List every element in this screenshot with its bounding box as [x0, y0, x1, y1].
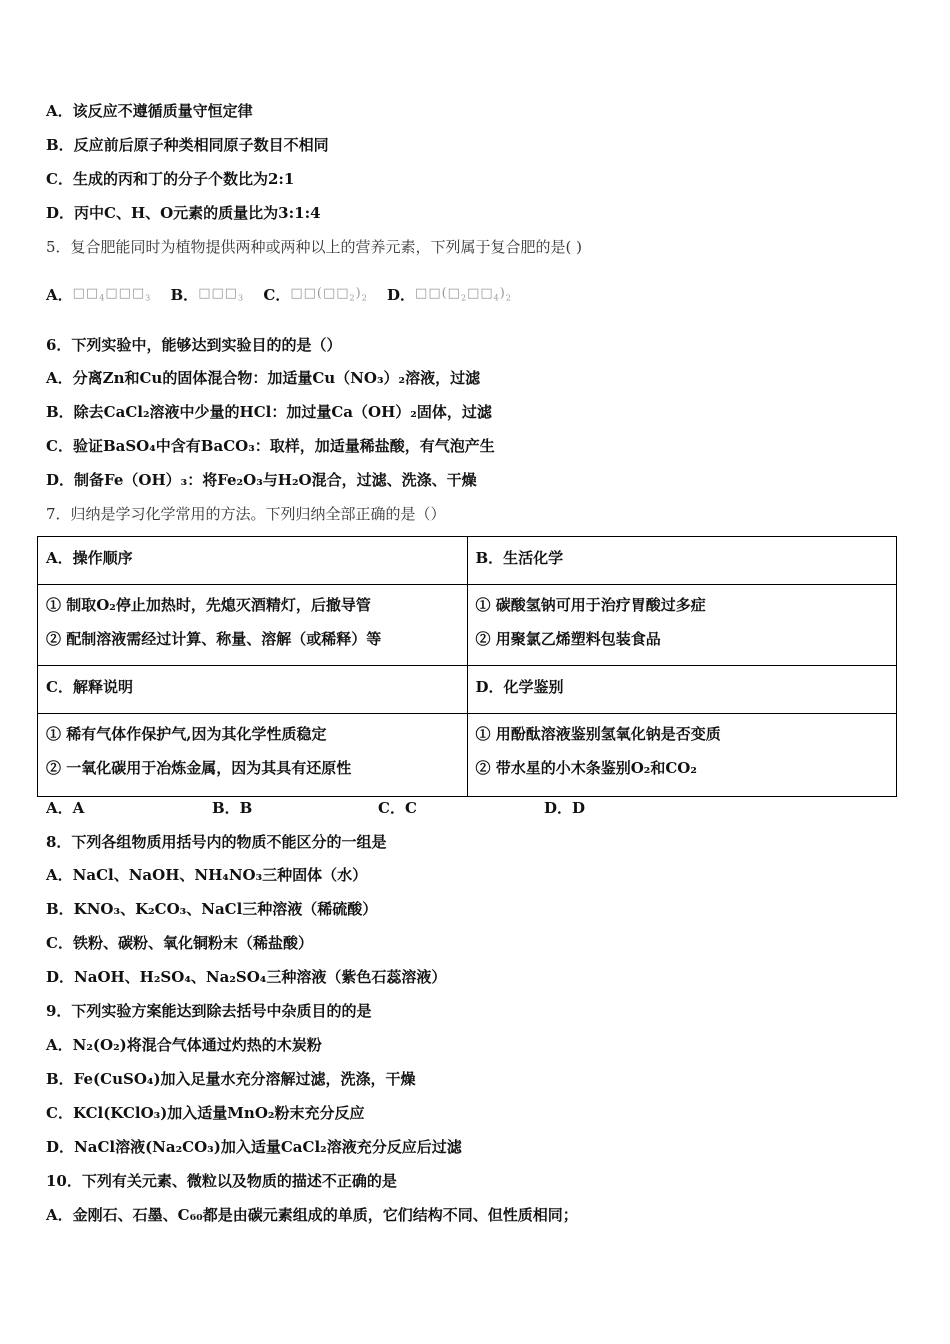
- q4-option-c: C．生成的丙和丁的分子个数比为2:1: [46, 170, 295, 188]
- q9-option-b: B．Fe(CuSO₄)加入足量水充分溶解过滤，洗涤，干燥: [46, 1070, 416, 1088]
- q5-option-b-formula-image: $□□□_3$: [198, 286, 245, 303]
- q7-cell-d-head: D．化学鉴别: [467, 666, 897, 714]
- q10-stem: 10．下列有关元素、微粒以及物质的描述不正确的是: [46, 1172, 397, 1190]
- q4-option-a: A．该反应不遵循质量守恒定律: [46, 102, 253, 120]
- q7-table: [37, 536, 897, 797]
- q4-option-d: D．丙中C、H、O元素的质量比为3:1:4: [46, 204, 321, 222]
- q7-cell-a-body: [38, 585, 468, 666]
- q7-c-item-1: ① 稀有气体作保护气,因为其化学性质稳定: [46, 725, 327, 743]
- q6-stem: 6．下列实验中，能够达到实验目的的是（）: [46, 336, 342, 354]
- q7-stem: 7．归纳是学习化学常用的方法。下列归纳全部正确的是（）: [46, 505, 446, 523]
- q6-option-b: B．除去CaCl₂溶液中少量的HCl：加过量Ca（OH）₂固体，过滤: [46, 403, 492, 421]
- q8-option-d: D．NaOH、H₂SO₄、Na₂SO₄三种溶液（紫色石蕊溶液）: [46, 968, 447, 986]
- q7-d-item-1: ① 用酚酞溶液鉴别氢氧化钠是否变质: [475, 725, 721, 743]
- q8-stem: 8．下列各组物质用括号内的物质不能区分的一组是: [46, 833, 387, 851]
- q7-answer-b: B．B: [212, 799, 253, 817]
- q7-answer-d: D．D: [544, 799, 586, 817]
- q5-stem: 5．复合肥能同时为植物提供两种或两种以上的营养元素，下列属于复合肥的是( ): [46, 238, 583, 256]
- q7-a-item-1: ① 制取O₂停止加热时，先熄灭酒精灯，后撤导管: [46, 596, 371, 614]
- q8-option-c: C．铁粉、碳粉、氧化铜粉末（稀盐酸）: [46, 934, 313, 952]
- q9-option-a: A．N₂(O₂)将混合气体通过灼热的木炭粉: [46, 1036, 322, 1054]
- q7-cell-d-body: [467, 714, 897, 797]
- q9-stem: 9．下列实验方案能达到除去括号中杂质目的的是: [46, 1002, 372, 1020]
- q7-d-item-2: ② 带水星的小木条鉴别O₂和CO₂: [475, 759, 697, 777]
- q5-option-c-formula-image: $□□(□□_2)_2$: [290, 286, 368, 303]
- q7-answer-a: A．A: [46, 799, 85, 817]
- q5-option-c-label: C．: [263, 286, 291, 304]
- q5-option-b-label: B．: [170, 286, 199, 304]
- q9-option-d: D．NaCl溶液(Na₂CO₃)加入适量CaCl₂溶液充分反应后过滤: [46, 1138, 462, 1156]
- q4-option-b: B．反应前后原子种类相同原子数目不相同: [46, 136, 329, 154]
- q7-answers: [46, 798, 585, 818]
- q7-cell-b-head: B．生活化学: [467, 537, 897, 585]
- q7-cell-c-body: [38, 714, 468, 797]
- q7-cell-a-head: A．操作顺序: [38, 537, 468, 585]
- q5-option-a-formula-image: $□□_4□□□_3$: [72, 286, 152, 303]
- q7-a-item-2: ② 配制溶液需经过计算、称量、溶解（或稀释）等: [46, 630, 382, 648]
- q10-option-a: A．金刚石、石墨、C₆₀都是由碳元素组成的单质，它们结构不同、但性质相同；: [46, 1206, 578, 1224]
- q8-option-a: A．NaCl、NaOH、NH₄NO₃三种固体（水）: [46, 866, 368, 884]
- q7-b-item-2: ② 用聚氯乙烯塑料包装食品: [475, 630, 661, 648]
- q9-option-c: C．KCl(KClO₃)加入适量MnO₂粉末充分反应: [46, 1104, 365, 1122]
- q7-cell-b-body: [467, 585, 897, 666]
- q6-option-a: A．分离Zn和Cu的固体混合物：加适量Cu（NO₃）₂溶液，过滤: [46, 369, 481, 387]
- q8-option-b: B．KNO₃、K₂CO₃、NaCl三种溶液（稀硫酸）: [46, 900, 378, 918]
- q7-answer-c: C．C: [378, 799, 417, 817]
- q5-option-d-formula-image: $□□(□_2□□_4)_2$: [415, 286, 512, 303]
- q5-options: [46, 284, 526, 309]
- q6-option-d: D．制备Fe（OH）₃：将Fe₂O₃与H₂O混合，过滤、洗涤、干燥: [46, 471, 477, 489]
- q6-option-c: C．验证BaSO₄中含有BaCO₃：取样，加适量稀盐酸，有气泡产生: [46, 437, 495, 455]
- q7-b-item-1: ① 碳酸氢钠可用于治疗胃酸过多症: [475, 596, 706, 614]
- q7-c-item-2: ② 一氧化碳用于冶炼金属，因为其具有还原性: [46, 759, 352, 777]
- q7-cell-c-head: C．解释说明: [38, 666, 468, 714]
- q5-option-a-label: A．: [46, 286, 73, 304]
- q5-option-d-label: D．: [387, 286, 416, 304]
